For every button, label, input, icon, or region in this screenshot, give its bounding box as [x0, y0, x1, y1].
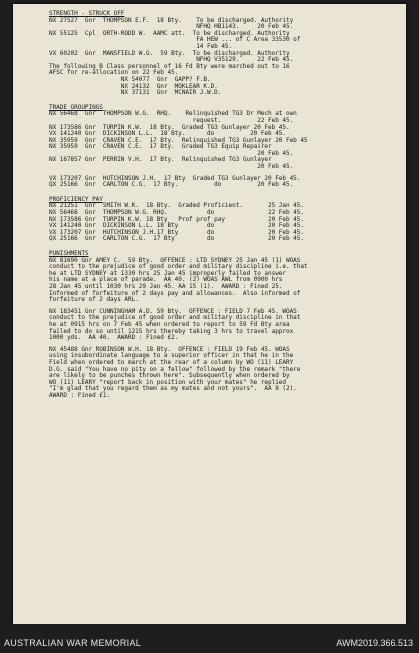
- document-line: NX 173586 Gnr TURPIN K.W. 18 Bty Prof prof pay 20 Feb 45.: [49, 215, 304, 223]
- document-line: VX 60202 Gnr MANSFIELD W.G. 59 Bty. To be discharged. Authority: [49, 49, 290, 57]
- document-line: NX 54077 Gnr GAPP? F.B.: [49, 75, 211, 83]
- document-line: 20 Feb 45.: [49, 163, 294, 171]
- document-page: [13, 4, 406, 624]
- document-line: NX 56468 Gnr THOMPSON W.G. RHQ. Relinquished TG3 Dr Mech at own: [49, 110, 297, 118]
- document-line: his name at a place of parade. AA 40. (2) WOAS AWL from 0900 hrs: [49, 276, 283, 284]
- document-line: AFSC for re-allocation on 22 Feb 45.: [49, 69, 179, 77]
- section-heading: STRENGTH - STRUCK OFF: [49, 10, 125, 17]
- document-line: NFHQ HB1143. 20 Feb 45.: [49, 23, 294, 31]
- footer-bar: [0, 624, 419, 653]
- document-line: NX 167857 Gnr PERRIN V.H. 17 Bty. Relinquished TG3 Gunlayer: [49, 156, 272, 164]
- document-line: NX 173586 Gnr TURPIN K.W. 18 Bty. Graded TG3 Gunlayer 20 Feb 45.: [49, 123, 290, 131]
- document-line: NX 55125 Cpl ORTH-RODD W. AAMC att. To be discharged. Authority: [49, 29, 290, 37]
- document-line: NX 21251 Gnr SMITH W.K. 18 Bty. Graded Proficient. 25 Jan 45.: [49, 202, 304, 210]
- document-line: 20 Feb 45.: [49, 149, 294, 157]
- document-line: conduct to the prejudice of good order and military discipline in that: [49, 314, 301, 322]
- document-line: VX 173207 Gnr HUTCHINSON J.H. 17 Bty Graded TG3 Gunlayer 20 Feb 45.: [49, 174, 301, 182]
- document-line: FA HEW ... of C Area 33530 of: [49, 36, 301, 44]
- document-line: NX 56468 Gnr THOMPSON W.G. RHQ. do 22 Feb 45.: [49, 209, 304, 217]
- document-line: NX 24132 Gnr MOKLEAR K.D.: [49, 82, 218, 90]
- document-line: The following B Class personnel of 16 Fd Bty were marched out to 16: [49, 62, 290, 70]
- document-line: he at LTD SYDNEY at 1330 hrs 25 Jan 45 improperly failed to answer: [49, 269, 286, 277]
- document-line: NX 27527 Gnr THOMPSON E.F. 18 Bty. To be discharged. Authority: [49, 16, 294, 24]
- document-line: WO (11) LEARY "report back in position with your mates" he replied: [49, 378, 286, 386]
- document-line: conduct to the prejudice of good order and military discipline i.e. that: [49, 263, 308, 271]
- document-line: "I'm glad that you regard them as my mates and not yours". AA 8 (2).: [49, 385, 297, 393]
- document-line: QX 25166 Gnr CARLTON C.G. 17 Bty do 20 Feb 45.: [49, 235, 304, 243]
- document-line: D.G. said "You have no pity on a fellow" followed by the remark "there: [49, 365, 301, 373]
- document-line: VX 141240 Gnr DICKINSON L.L. 18 Bty do 20 Feb 45.: [49, 222, 304, 230]
- document-line: NX 37131 Gnr MCNAIR J.W.D.: [49, 89, 222, 97]
- document-line: using insubordinate language to a superior officer in that he in the: [49, 352, 294, 360]
- document-line: QX 25166 Gnr CARLTON C.G. 17 Bty. do 20 Feb 45.: [49, 181, 294, 189]
- document-line: NFHQ V35129. 22 Feb 45.: [49, 56, 294, 64]
- section-heading: TRADE GROUPINGS: [49, 103, 103, 111]
- document-text: [49, 11, 379, 399]
- document-line: VX 173207 Gnr HUTCHINSON J.H.17 Bty do 20 Feb 45.: [49, 228, 304, 236]
- document-line: NX 45488 Gnr ROBINSON W.H. 18 Bty. OFFENCE : FIELD 19 Feb 45. WOAS: [49, 345, 290, 353]
- document-line: NX 81690 Gnr AMEY C. 59 Bty. OFFENCE : LTD SYDNEY 25 Jan 45 (1) WOAS: [49, 256, 301, 264]
- document-line: 14 Feb 45.: [49, 42, 233, 50]
- document-line: NX 183451 Gnr CUNNINGHAM A.D. 59 Bty. OFFENCE : FIELD 7 Feb 45. WOAS: [49, 307, 297, 315]
- line-spacer: [49, 243, 379, 251]
- document-line: request. 22 Feb 45.: [49, 116, 294, 124]
- footer-institution: AUSTRALIAN WAR MEMORIAL: [4, 638, 142, 648]
- document-line: AWARD : Fined £1.: [49, 391, 111, 399]
- document-line: forfeiture of 2 days ARL.: [49, 296, 139, 304]
- section-heading: PROFICIENCY PAY: [49, 195, 103, 203]
- document-line: Informed of forfeiture of 2 days pay and allowances. Also informed of: [49, 289, 301, 297]
- document-line: VX 141240 Gnr DICKINSON L.L. 18 Bty. do 20 Feb 45.: [49, 130, 286, 138]
- document-line: 28 Jan 45 until 1030 hrs 29 Jan 45. AA 15 (1). AWARD : Fined 25.: [49, 282, 283, 290]
- document-line: 1000 yds. AA 40. AWARD : Fined £2.: [49, 334, 179, 342]
- document-line: Field when ordered to march at the rear of a column by WO (11) LEARY: [49, 358, 294, 366]
- document-line: he at 0915 hrs on 7 Feb 45 when ordered to report to 59 Fd Bty area: [49, 320, 290, 328]
- section-heading: PUNISHMENTS: [49, 250, 89, 257]
- document-line: NX 35959 Gnr CRAVEN C.E. 17 Bty. Relinquished TG3 Gunlayer 20 Feb 45: [49, 136, 308, 144]
- document-line: NX 35959 Gnr CRAVEN C.E. 17 Bty. Graded TG3 Equip Repairer: [49, 143, 272, 151]
- document-line: failed to do so until 1215 hrs thereby taking 3 hrs to travel approx: [49, 327, 294, 335]
- document-line: are likely to be punches thrown here". Subsequently when ordered by: [49, 372, 290, 380]
- footer-accession-number: AWM2019.366.513: [336, 638, 413, 648]
